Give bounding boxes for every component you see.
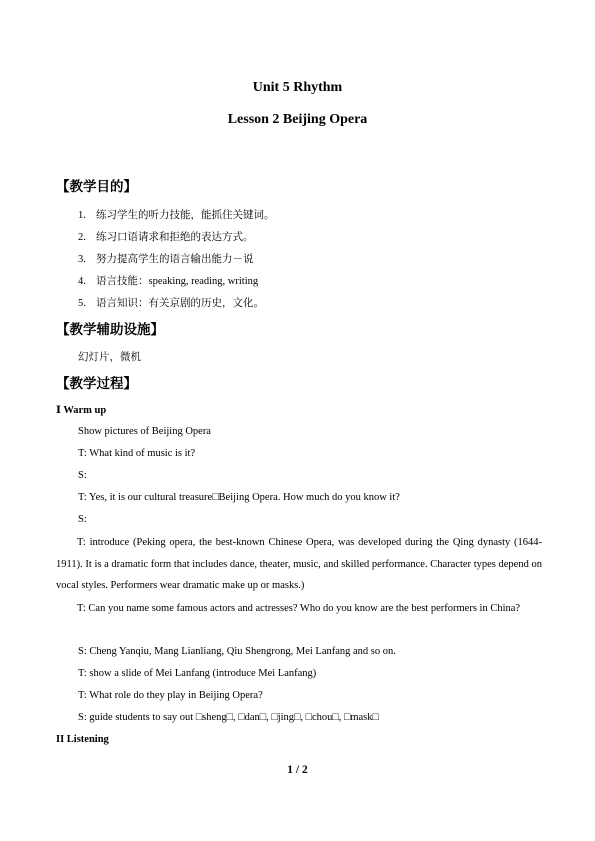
objective-number: 2. — [78, 232, 86, 243]
objective-number: 5. — [78, 298, 86, 309]
process-line: S: — [78, 470, 87, 481]
objective-text: 语言技能：speaking, reading, writing — [96, 276, 259, 287]
process-paragraph: T: Can you name some famous actors and actresses? Who do you know are the best performers in China? — [77, 603, 521, 614]
objective-item — [78, 295, 264, 310]
objective-item — [78, 229, 254, 244]
listening-heading: II Listening — [56, 734, 109, 745]
objective-number: 3. — [78, 254, 86, 265]
page-indicator: 1 / 2 — [287, 764, 308, 776]
objective-item — [78, 207, 275, 222]
objectives-heading: 【教学目的】 — [56, 179, 137, 195]
objective-text: 努力提高学生的语言输出能力－说 — [96, 254, 254, 265]
objective-text: 语言知识：有关京剧的历史，文化。 — [96, 298, 264, 309]
objective-item — [78, 273, 258, 288]
process-line: T: What kind of music is it? — [78, 448, 196, 459]
lesson-title: Lesson 2 Beijing Opera — [227, 112, 368, 127]
unit-title: Unit 5 Rhythm — [252, 80, 343, 95]
process-line: S: — [78, 514, 87, 525]
process-line: S: guide students to say out □sheng□, □dan□, □jing□, □chou□, □mask□ — [78, 712, 379, 723]
objective-text: 练习口语请求和拒绝的表达方式。 — [96, 232, 254, 243]
process-line: T: Yes, it is our cultural treasure□Beijing Opera. How much do you know it? — [78, 492, 400, 503]
process-heading: 【教学过程】 — [56, 376, 137, 392]
process-line: Show pictures of Beijing Opera — [78, 426, 211, 437]
objective-number: 4. — [78, 276, 86, 287]
aids-heading: 【教学辅助设施】 — [56, 322, 164, 338]
process-line: T: What role do they play in Beijing Opera? — [78, 690, 263, 701]
process-paragraph: T: introduce (Peking opera, the best-known Chinese Opera, was developed during the Qing dynasty (1644-1911). It is a dramatic form that includes dance, theater, music, and skilled performance. Character types depend on vocal styles. Performers wear dramatic make up or masks.) — [56, 537, 542, 591]
objective-text: 练习学生的听力技能，能抓住关键词。 — [96, 210, 275, 221]
aids-text: 幻灯片，微机 — [78, 352, 141, 363]
objective-number: 1. — [78, 210, 86, 221]
process-line: S: Cheng Yanqiu, Mang Lianliang, Qiu Shengrong, Mei Lanfang and so on. — [78, 646, 396, 657]
warmup-heading: Ⅰ Warm up — [56, 405, 107, 416]
process-line: T: show a slide of Mei Lanfang (introduce Mei Lanfang) — [78, 668, 317, 679]
objective-item — [78, 251, 254, 266]
